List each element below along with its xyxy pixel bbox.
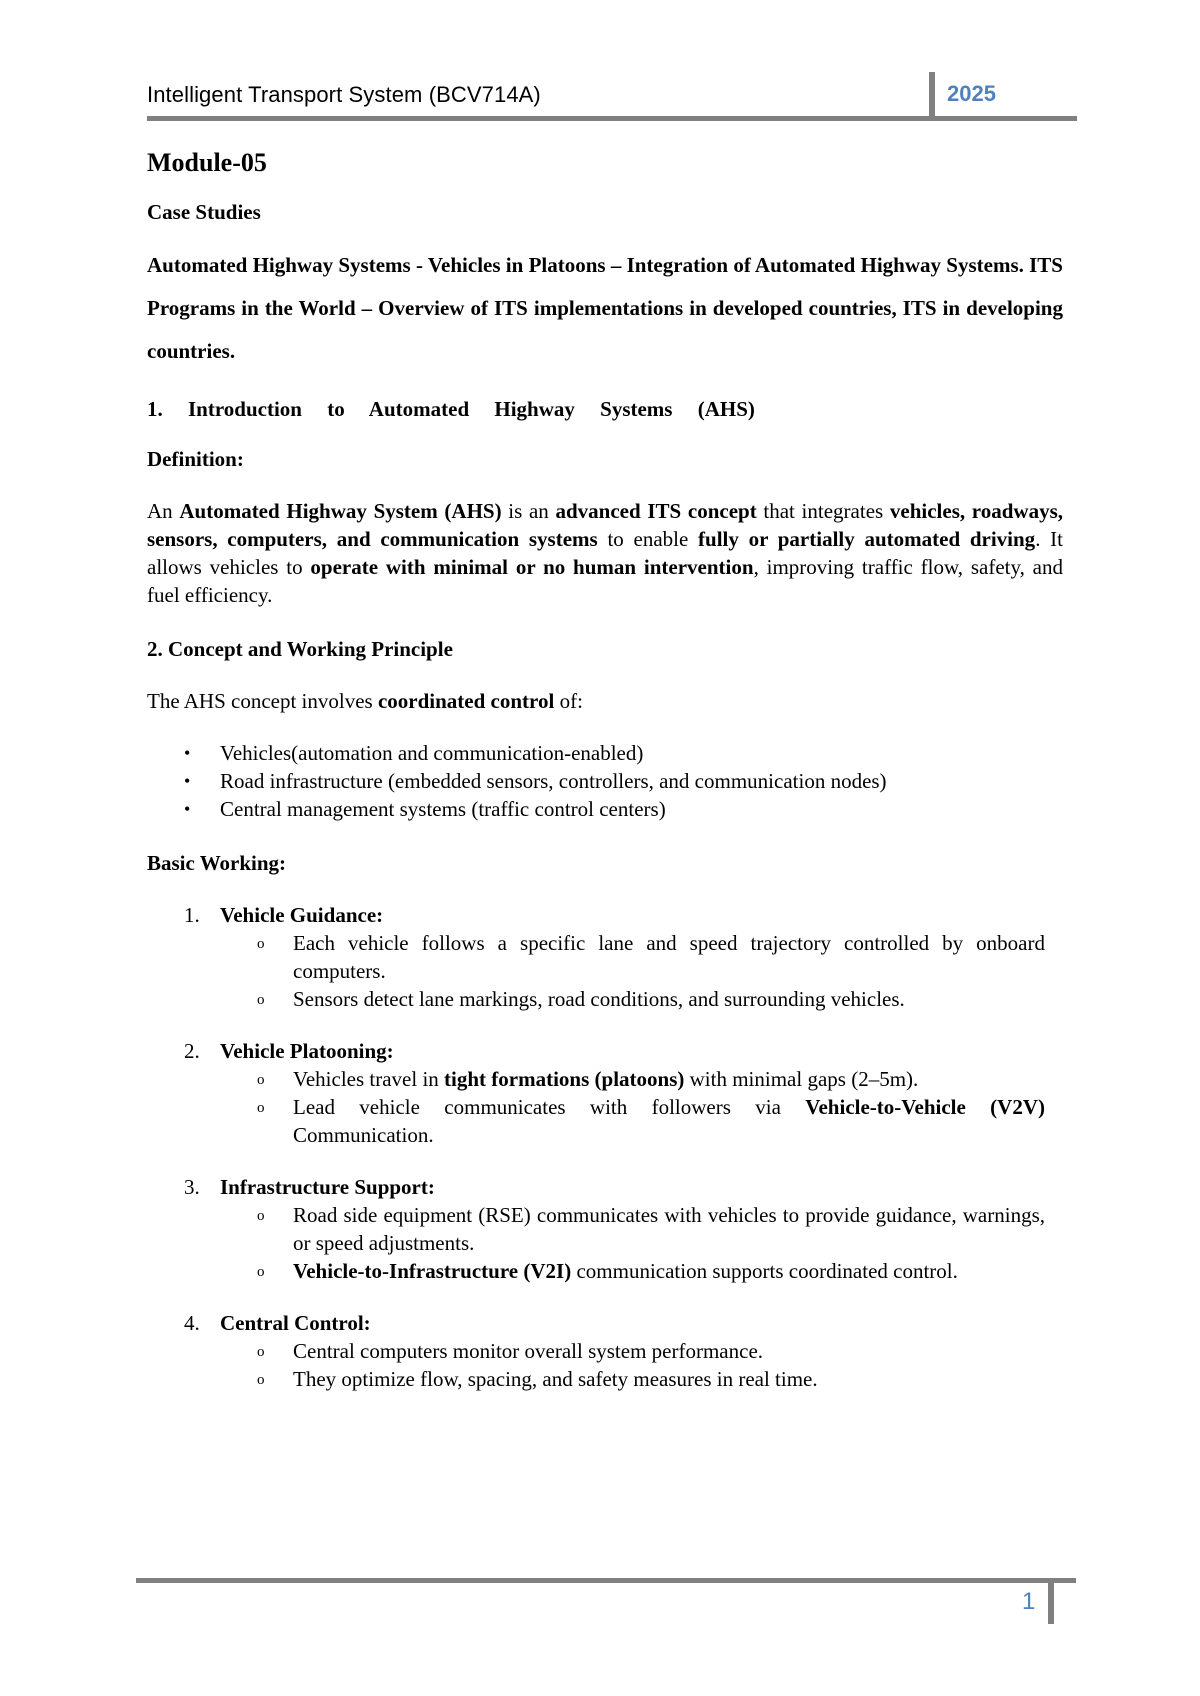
list-item: o Vehicle-to-Infrastructure (V2I) communication supports coordinated control. bbox=[220, 1257, 1063, 1285]
sub-list bbox=[220, 1065, 1063, 1149]
section-2-heading: 2. Concept and Working Principle bbox=[147, 637, 453, 661]
page-header bbox=[147, 80, 1077, 120]
step-number: 1. bbox=[184, 903, 200, 927]
step-vehicle-platooning bbox=[147, 1037, 1063, 1149]
concept-intro: The AHS concept involves coordinated control of: bbox=[147, 689, 583, 713]
step-number: 4. bbox=[184, 1311, 200, 1335]
case-studies-heading: Case Studies bbox=[147, 200, 261, 224]
header-divider bbox=[929, 72, 935, 116]
definition-paragraph: An Automated Highway System (AHS) is an advanced ITS concept that integrates vehicles, roadways, sensors, computers, and communication systems to enable fully or partially automated driving. It allows vehicles to operate with minimal or no human intervention, improving traffic flow, safety, and fuel efficiency. bbox=[147, 499, 1064, 607]
step-title: Infrastructure Support: bbox=[220, 1175, 435, 1199]
step-central-control bbox=[147, 1309, 1063, 1393]
list-item: o Sensors detect lane markings, road conditions, and surrounding vehicles. bbox=[220, 985, 1063, 1013]
list-item: o They optimize flow, spacing, and safety measures in real time. bbox=[220, 1365, 1063, 1393]
page-content bbox=[147, 146, 1063, 1393]
list-item: • Central management systems (traffic control centers) bbox=[147, 795, 1063, 823]
sub-list bbox=[220, 1201, 1063, 1285]
footer-rule bbox=[136, 1578, 1076, 1583]
module-title: Module-05 bbox=[147, 148, 267, 177]
step-number: 3. bbox=[184, 1175, 200, 1199]
sub-list bbox=[220, 1337, 1063, 1393]
section-1-heading: 1. Introduction to Automated Highway Systems (AHS) bbox=[147, 397, 755, 421]
header-title: Intelligent Transport System (BCV714A) bbox=[147, 82, 541, 107]
list-item: • Road infrastructure (embedded sensors, controllers, and communication nodes) bbox=[147, 767, 1063, 795]
basic-working-heading: Basic Working: bbox=[147, 851, 287, 875]
definition-label: Definition: bbox=[147, 447, 244, 471]
step-title: Vehicle Platooning: bbox=[220, 1039, 394, 1063]
list-item: o Each vehicle follows a specific lane and speed trajectory controlled by onboard computers. bbox=[220, 929, 1063, 985]
header-year: 2025 bbox=[947, 81, 996, 106]
list-item: • Vehicles(automation and communication-enabled) bbox=[147, 739, 1063, 767]
list-item: o Vehicles travel in tight formations (platoons) with minimal gaps (2–5m). bbox=[220, 1065, 1063, 1093]
step-infrastructure-support bbox=[147, 1173, 1063, 1285]
sub-list bbox=[220, 929, 1063, 1013]
list-item: o Lead vehicle communicates with followers via Vehicle-to-Vehicle (V2V) Communication. bbox=[220, 1093, 1063, 1149]
concept-bullet-list bbox=[147, 739, 1063, 823]
list-item: o Road side equipment (RSE) communicates with vehicles to provide guidance, warnings, or speed adjustments. bbox=[220, 1201, 1063, 1257]
footer-divider bbox=[1048, 1580, 1054, 1624]
step-number: 2. bbox=[184, 1039, 200, 1063]
step-title: Central Control: bbox=[220, 1311, 371, 1335]
header-rule bbox=[147, 116, 1077, 121]
list-item: o Central computers monitor overall system performance. bbox=[220, 1337, 1063, 1365]
syllabus-paragraph: Automated Highway Systems - Vehicles in Platoons – Integration of Automated Highway Systems. ITS Programs in the World – Overview of ITS implementations in developed countries, ITS in developing countries. bbox=[147, 253, 1063, 363]
page-number: 1 bbox=[1022, 1588, 1036, 1615]
step-title: Vehicle Guidance: bbox=[220, 903, 384, 927]
step-vehicle-guidance bbox=[147, 901, 1063, 1013]
